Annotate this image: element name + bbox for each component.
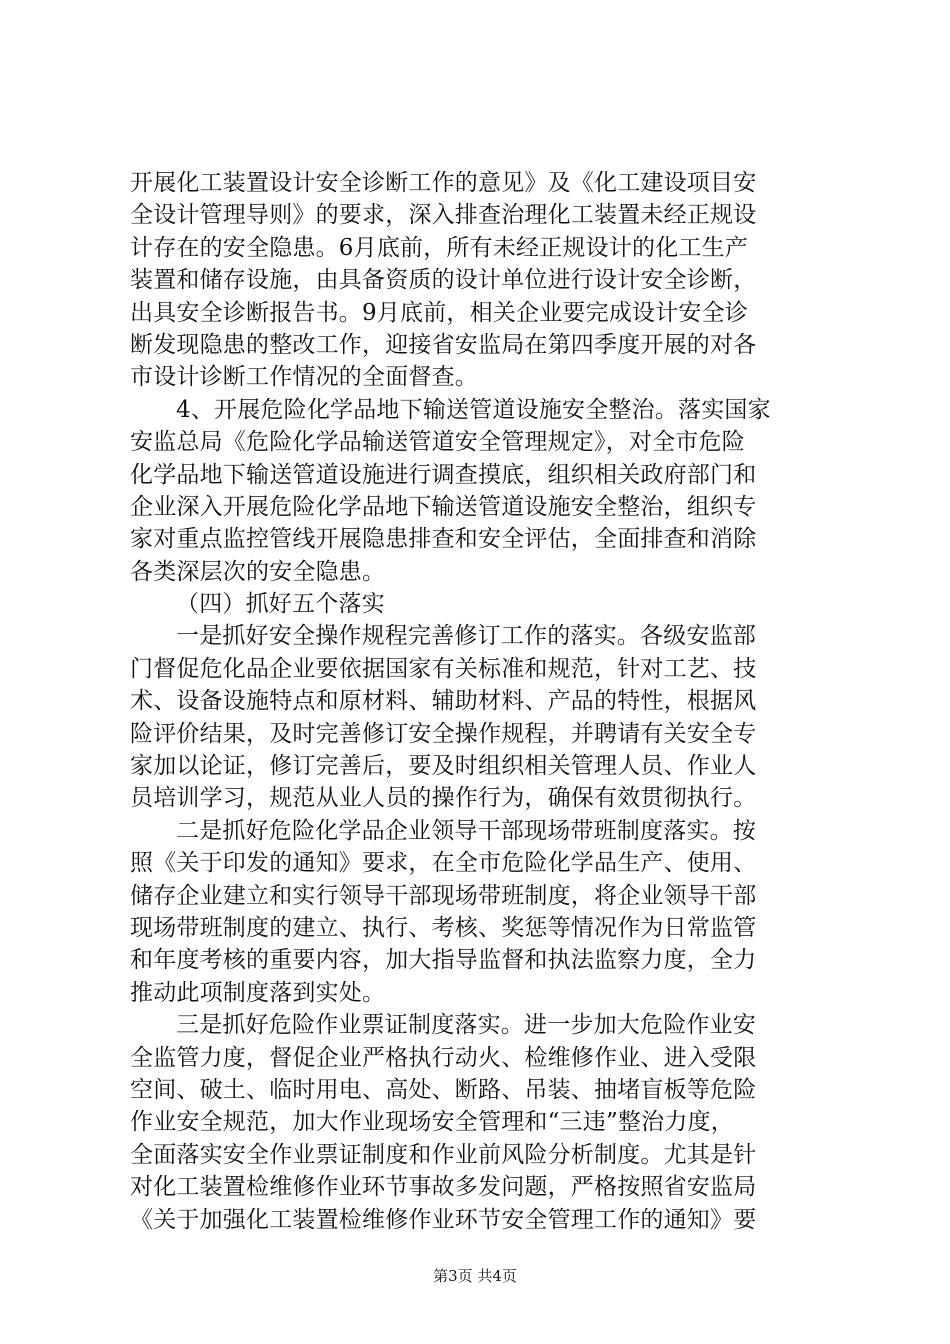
text-line: 全监管力度，督促企业严格执行动火、检维修作业、进入受限 (130, 1044, 757, 1071)
text-line: 开展化工装置设计安全诊断工作的意见》及《化工建设项目安 (130, 170, 757, 196)
text-line: 化学品地下输送管道设施进行调查摸底，组织相关政府部门和 (130, 461, 757, 488)
text-line: 门督促危化品企业要依据国家有关标准和规范，针对工艺、技 (130, 655, 757, 682)
text-line: 推动此项制度落到实处。 (130, 979, 386, 1006)
text-line: 出具安全诊断报告书。9月底前，相关企业要完成设计安全诊 (130, 299, 749, 326)
text-line: 《关于加强化工装置检维修作业环节安全管理工作的通知》要 (130, 1206, 757, 1233)
paragraph-start-line: 三是抓好危险作业票证制度落实。进一步加大危险作业安 (176, 1012, 756, 1039)
text-line: 市设计诊断工作情况的全面督查。 (130, 364, 478, 391)
text-line: 对化工装置检维修作业环节事故多发问题，严格按照省安监局 (130, 1174, 757, 1201)
text-line: 各类深层次的安全隐患。 (130, 558, 386, 585)
text-line: 家加以论证，修订完善后，要及时组织相关管理人员、作业人 (130, 753, 757, 780)
text-line: 照《关于印发的通知》要求，在全市危险化学品生产、使用、 (130, 850, 757, 877)
text-line: 储存企业建立和实行领导干部现场带班制度，将企业领导干部 (130, 882, 757, 909)
document-body (130, 167, 830, 1236)
text-line: 术、设备设施特点和原材料、辅助材料、产品的特性，根据风 (130, 688, 757, 715)
page-number-footer: 第3页 共4页 (433, 1267, 517, 1285)
text-line: 计存在的安全隐患。6月底前，所有未经正规设计的化工生产 (130, 234, 749, 261)
text-line: 全设计管理导则》的要求，深入排查治理化工装置未经正规设 (130, 202, 757, 229)
text-line: 作业安全规范，加大作业现场安全管理和“三违”整治力度， (130, 1109, 734, 1136)
text-line: 断发现隐患的整改工作，迎接省安监局在第四季度开展的对各 (130, 331, 757, 358)
text-line: 全面落实安全作业票证制度和作业前风险分析制度。尤其是针 (130, 1141, 757, 1168)
paragraph-start-line: 4、开展危险化学品地下输送管道设施安全整治。落实国家 (176, 396, 771, 423)
text-line: 装置和储存设施，由具备资质的设计单位进行设计安全诊断， (130, 267, 757, 294)
section-heading: （四）抓好五个落实 (176, 591, 385, 618)
text-line: 员培训学习，规范从业人员的操作行为，确保有效贯彻执行。 (130, 785, 757, 812)
text-line: 安监总局《危险化学品输送管道安全管理规定》，对全市危险 (130, 429, 745, 456)
text-line: 空间、破土、临时用电、高处、断路、吊装、抽堵盲板等危险 (130, 1076, 757, 1103)
text-line: 险评价结果，及时完善修订安全操作规程，并聘请有关安全专 (130, 720, 757, 747)
text-line: 和年度考核的重要内容，加大指导监督和执法监察力度，全力 (130, 947, 757, 974)
text-line: 现场带班制度的建立、执行、考核、奖惩等情况作为日常监管 (130, 914, 757, 941)
text-line: 家对重点监控管线开展隐患排查和安全评估，全面排查和消除 (130, 526, 757, 553)
paragraph-start-line: 一是抓好安全操作规程完善修订工作的落实。各级安监部 (176, 623, 756, 650)
text-line: 企业深入开展危险化学品地下输送管道设施安全整治，组织专 (130, 493, 757, 520)
paragraph-start-line: 二是抓好危险化学品企业领导干部现场带班制度落实。按 (176, 817, 756, 844)
